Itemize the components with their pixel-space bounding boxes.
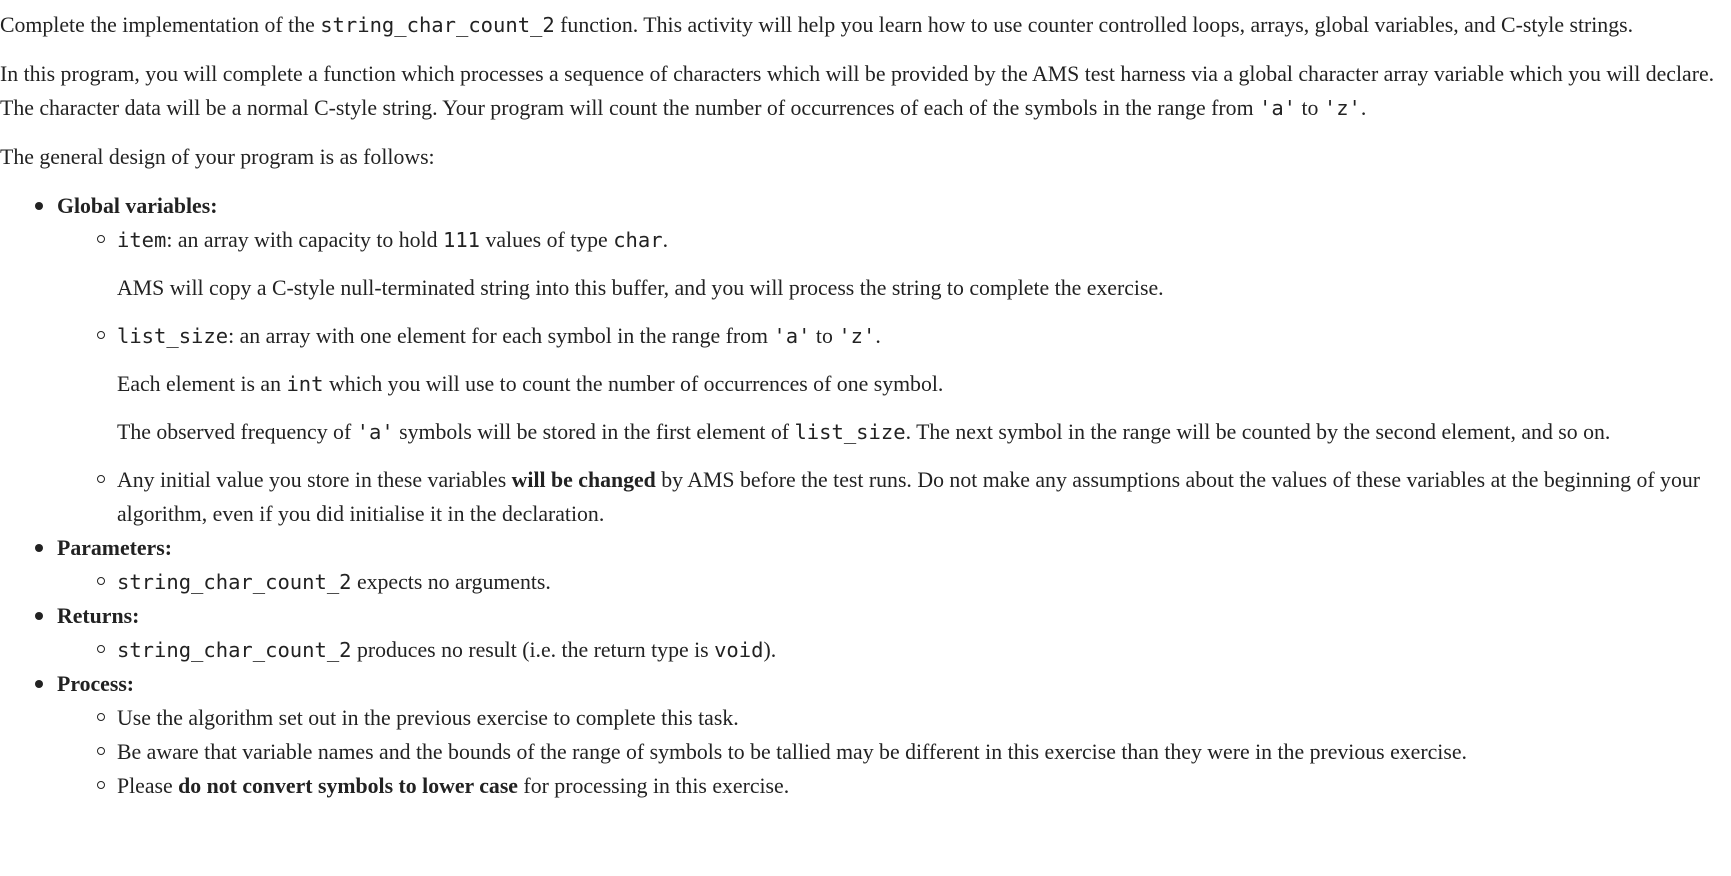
returns-entry [0, 633, 1727, 667]
list-size-note-text: . The next symbol in the range will be counted by the second element, and so on. [905, 420, 1611, 444]
warning-text: Any initial value you store in these variables [117, 468, 512, 492]
warning-emphasis: will be changed [511, 468, 656, 492]
process-text-3 [60, 769, 1727, 803]
globals-section [0, 189, 1727, 531]
list-size-note-text: which you will use to count the number of occurrences of one symbol. [323, 372, 944, 396]
process-emphasis: do not convert symbols to lower case [178, 774, 518, 798]
intro-paragraph [0, 8, 1727, 42]
parameters-entry [0, 565, 1727, 599]
globals-warning [60, 463, 1727, 531]
process-heading: Process: [57, 672, 135, 696]
returns-text: ). [763, 638, 777, 662]
item-variable-desc [117, 223, 1727, 257]
returns-text: produces no result (i.e. the return type is [351, 638, 715, 662]
function-name-code: string_char_count_2 [117, 570, 352, 594]
process-entry-3 [0, 769, 1727, 803]
list-size-note-text: The observed frequency of [117, 420, 357, 444]
item-variable-entry [0, 223, 1727, 305]
range-end-code: 'z' [838, 324, 876, 348]
program-text: to [1296, 96, 1324, 120]
process-entry-2 [0, 735, 1727, 769]
parameters-section [0, 531, 1727, 599]
design-list [0, 189, 1727, 803]
warning-text: by AMS before the test runs. Do not make any assumptions about the values of these variables at the beginning of your algorithm, even if you did initialise it in the declaration. [117, 468, 1701, 526]
symbol-a-code: 'a' [356, 420, 394, 444]
globals-warning-entry [0, 463, 1727, 531]
returns-heading: Returns: [57, 604, 140, 628]
globals-list [57, 223, 1727, 531]
intro-text: function. This activity will help you learn how to use counter controlled loops, arrays, global variables, and C-style strings. [554, 13, 1634, 37]
parameters-list [57, 565, 1727, 599]
item-desc-text: : an array with capacity to hold [166, 228, 443, 252]
intro-text: Complete the implementation of the [0, 13, 321, 37]
parameters-text: expects no arguments. [351, 570, 551, 594]
process-text: for processing in this exercise. [517, 774, 790, 798]
list-size-variable-desc [117, 319, 1727, 353]
list-size-code: list_size [794, 420, 906, 444]
list-size-note-text: Each element is an [117, 372, 287, 396]
range-end-code: 'z' [1323, 96, 1361, 120]
process-list [57, 701, 1727, 803]
process-entry-1 [0, 701, 1727, 735]
globals-heading: Global variables: [57, 194, 218, 218]
function-name-code: string_char_count_2 [320, 13, 555, 37]
range-start-code: 'a' [1258, 96, 1297, 120]
item-variable-note: AMS will copy a C-style null-terminated string into this buffer, and you will process the string to complete the exercise. [117, 276, 1164, 300]
process-text-1: Use the algorithm set out in the previous exercise to complete this task. [117, 706, 739, 730]
capacity-code: 111 [442, 228, 481, 252]
range-start-code: 'a' [773, 324, 811, 348]
item-desc-text: values of type [480, 228, 614, 252]
design-paragraph: The general design of your program is as follows: [0, 145, 435, 169]
item-desc-text: . [662, 228, 669, 252]
item-variable-code: item [117, 228, 167, 252]
list-size-code: list_size [117, 324, 229, 348]
returns-list [57, 633, 1727, 667]
process-text: Please [117, 774, 179, 798]
list-size-note-text: symbols will be stored in the first element of [393, 420, 795, 444]
int-type-code: int [286, 372, 324, 396]
list-size-note-2 [117, 415, 1727, 449]
function-name-code: string_char_count_2 [117, 638, 352, 662]
process-text-2: Be aware that variable names and the bounds of the range of symbols to be tallied may be different in this exercise than they were in the previous exercise. [117, 740, 1467, 764]
program-text: . [1360, 96, 1367, 120]
void-type-code: void [714, 638, 764, 662]
list-size-variable-entry [0, 319, 1727, 449]
process-section [0, 667, 1727, 803]
list-size-text: : an array with one element for each symbol in the range from [228, 324, 774, 348]
char-type-code: char [613, 228, 663, 252]
returns-section [0, 599, 1727, 667]
list-size-text: . [875, 324, 881, 348]
program-paragraph [0, 57, 1727, 125]
list-size-text: to [810, 324, 839, 348]
list-size-note-1 [117, 367, 1727, 401]
program-text: In this program, you will complete a function which processes a sequence of characters which will be provided by the AMS test harness via a global character array variable which you will declare. The character data will be a normal C-style string. Your program will count the number of occurrences of each of the symbols in the range from [0, 62, 1715, 120]
parameters-heading: Parameters: [57, 536, 172, 560]
